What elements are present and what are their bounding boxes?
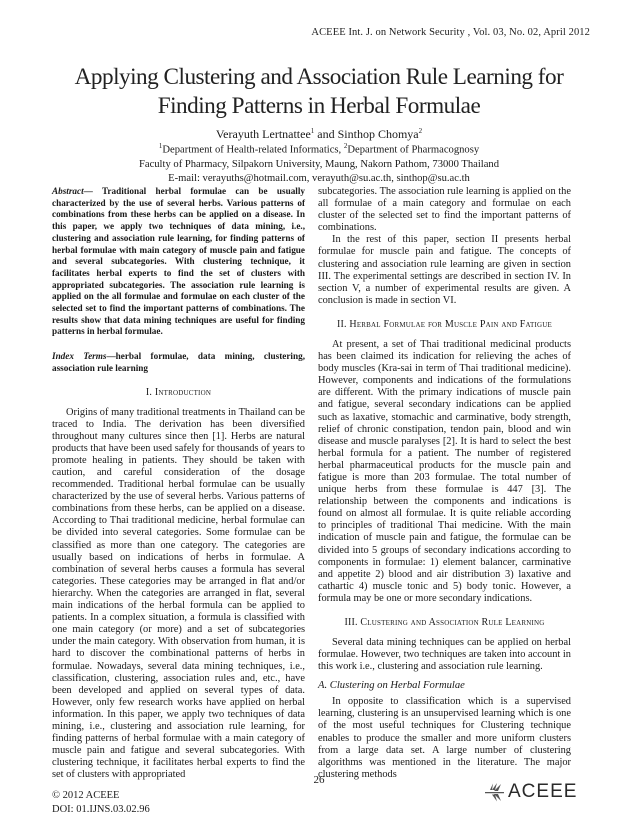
author-superscript: 1 — [310, 127, 315, 135]
index-terms-label: Index Terms — [52, 351, 107, 362]
affiliations — [0, 139, 638, 186]
author-name: Sinthop Chomya — [337, 127, 419, 141]
body-paragraph: subcategories. The association rule learning is applied on the all formulae of a main category and formulae on each cluster of the selected set to find the important patterns of combinations. — [318, 186, 571, 234]
section-heading-clustering: III. Clustering and Association Rule Learning — [344, 617, 545, 628]
title-line-1: Applying Clustering and Association Rule Learning for — [74, 64, 564, 90]
copyright-notice: © 2012 ACEEE — [52, 790, 120, 801]
faculty-line: Faculty of Pharmacy, Silpakorn University, Maung, Nakorn Pathom, 73000 Thailand — [138, 158, 500, 170]
abstract-dash: — — [83, 186, 102, 196]
abstract — [52, 186, 305, 338]
abstract-label: Abstract — [52, 186, 84, 196]
body-paragraph: In opposite to classification which is a supervised learning, clustering is an unsupervised learning which is one of the most useful techniques for Clustering technique enables to produce the smaller and more uniform clusters from a large data set. A large number of clustering algorithms was mentioned in the literature. The major clustering methods — [318, 696, 571, 780]
page-number: 26 — [313, 774, 325, 786]
section-heading-herbal-formulae: II. Herbal Formulae for Muscle Pain and Fatigue — [336, 318, 553, 330]
index-terms-text: herbal formulae, data mining, clustering, association rule learning — [52, 351, 305, 373]
department-line — [0, 139, 638, 158]
affil-superscript: 1 — [158, 142, 163, 150]
affil-superscript: 2 — [343, 142, 348, 150]
title-line-2: Finding Patterns in Herbal Formulae — [157, 93, 481, 119]
author-name: Verayuth Lertnattee — [215, 127, 311, 141]
right-column — [318, 186, 571, 781]
journal-header: ACEEE Int. J. on Network Security , Vol. 03, No. 02, April 2012 — [311, 27, 590, 38]
body-paragraph: In the rest of this paper, section II presents herbal formulae for muscle pain and fatigue. The concepts of clustering and association rule learning are given in section III. The experimental settings are described in section IV. In section V, a number of experimental results are given. A conclusion is made in section VI. — [318, 234, 571, 306]
body-paragraph: Several data mining techniques can be applied on herbal formulae. However, two techniques are taken into account in this work i.e., clustering and association rule learning. — [318, 637, 571, 673]
aceee-logo-text: ACEEE — [508, 781, 578, 802]
abstract-text: Traditional herbal formulae can be usually characterized by the use of several herbs. Various patterns of combinations from these herbs can be applied on a disease. In this paper, we apply two techniques of data mining, i.e., clustering and association rule learning, for finding patterns of herbal formulae with main category of muscle pain and fatigue and several subcategories. With clustering technique, it facilitates herbal experts to find the set of clusters with appropriated subcategories. The association rule learning is applied on the all formulae and formulae on each cluster of the selected set to find the important patterns of combinations. The results show that data mining techniques are useful for finding patterns in herbal formulae. — [52, 186, 305, 337]
index-terms — [52, 351, 305, 374]
aceee-logo-icon — [483, 782, 505, 802]
department-1: Department of Health-related Informatics, — [162, 144, 344, 156]
subsection-heading-clustering-herbal: A. Clustering on Herbal Formulae — [318, 680, 465, 692]
index-terms-dash: — — [106, 351, 116, 362]
doi: DOI: 01.IJNS.03.02.96 — [52, 804, 150, 815]
intro-paragraph: Origins of many traditional treatments in Thailand can be traced to India. The derivation has been diversified throughout many cultures since then [1]. Herbs are natural products that have been used safely for thousands of years to promote healing in patients. They should be taken with caution, and careful consideration of the dosage recommended. Traditional herbal formulae can be usually characterized by the use of several herbs. Various patterns of combinations from these herbs, can be applied on a disease. According to Thai traditional medicine, herbal formulae can be divided into several categories. Some formulae can be classified as more than one category. The categories are usually based on indications of herbs in formulae. A combination of several herbs causes a formula has several categories. These categories may be arranged in flat and/or hierarchy. When the categories are arranged in flat, several main indications of the herbal formula can be applied to patients. In a complex situation, a formula is classified with one main category (or more) and a set of subcategories under the main category. With observation from human, it is hard to discover the combinational patterns of herbs in formulae. Nowadays, several data mining techniques, i.e., classification, clustering, association rules and, etc., have been developed and applied on several types of data. However, only few research works have applied on herbal information. In this paper, we apply two techniques of data mining, i.e., clustering and association rule learning, for finding patterns of herbal formulae with a main category of muscle pain and fatigue and several subcategories. With clustering technique, it facilitates herbal experts to find the set of clusters with appropriated — [52, 406, 305, 781]
section-heading-introduction: I. Introduction — [145, 386, 212, 398]
author-separator: and — [314, 127, 338, 141]
body-paragraph: At present, a set of Thai traditional medicinal products has been claimed its indication for relieving the aches of body muscles (Kra-sai in term of Thai traditional medicine). However, components and indications of the formulations are different. With the primary indications of muscle pain and fatigue, several secondary indications can be applied such as laxative, stomachic and carminative, body strength, relief of chronic constipation, tendon pain, blood and win disease and muscle paralyses [2]. It is hard to select the best herbal formula for a patient. The number of registered herbal pharmaceutical products for the muscle pain and fatigue is more than 203 formulae. The total number of unique herbs from these formulae is 447 [3]. The relationship between the components and indications is found on almost all formulae. It is quite reliable according to principles of traditional Thai medicine. With the main indication of muscle pain and fatigue, the formulae can be divided into 5 groups of secondary indications according to components in formulae: 1) element balancer, carminative and appetite 2) blood and air distribution 3) laxative and cathartic 4) muscle tonic and 5) body tonic. However, a formula may be one or more secondary indications. — [318, 338, 571, 604]
author-superscript: 2 — [418, 127, 423, 135]
aceee-logo — [483, 781, 577, 803]
email-line: E-mail: verayuths@hotmail.com, verayuth@su.ac.th, sinthop@su.ac.th — [168, 172, 470, 184]
department-2: Department of Pharmacognosy — [347, 144, 480, 156]
paper-title — [20, 63, 618, 121]
left-column — [52, 186, 305, 781]
